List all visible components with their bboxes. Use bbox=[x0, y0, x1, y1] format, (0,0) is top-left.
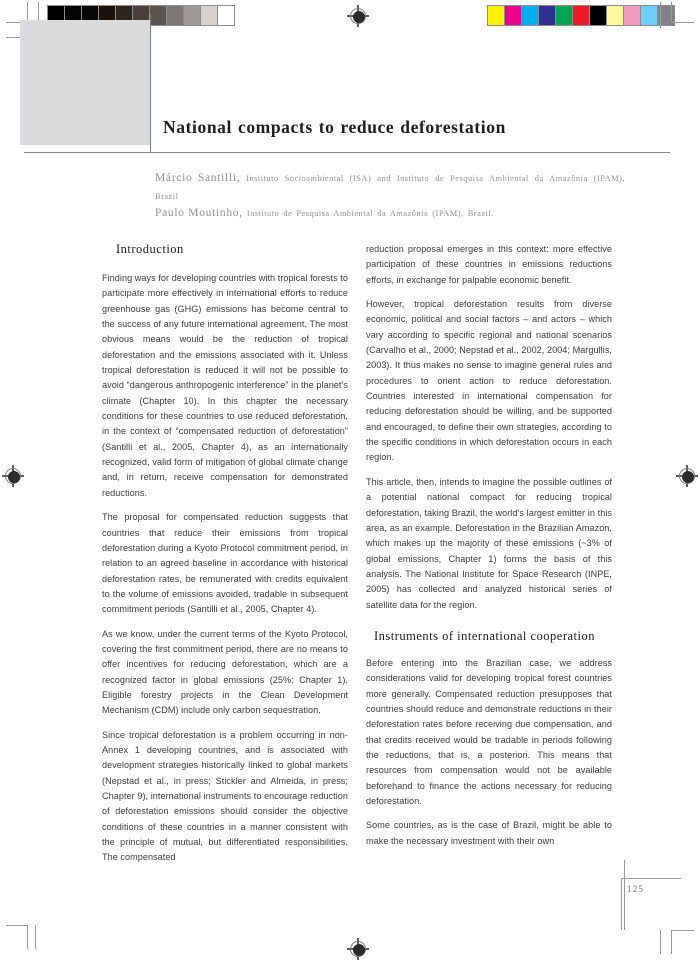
paragraph: Before entering into the Brazilian case, we address considerations valid for developing tropical forest countries more generally. Compensated reduction presupposes that countries should reduce and demonstrate reductions in their deforestation rates before receiving due compensation, and that credits received would be tradable in periods following the reductions, that is, a posteriori. This means that resources from compensation would not be available beforehand to finance the actions necessary for reducing deforestation. bbox=[366, 657, 612, 806]
calibration-swatch-8 bbox=[624, 6, 641, 25]
calibration-swatch-7 bbox=[167, 6, 184, 25]
paragraph: Some countries, as is the case of Brazil, might be able to make the necessary investment with their own bbox=[366, 820, 612, 846]
folio-rule-vertical bbox=[621, 878, 622, 930]
author-affiliation: Instituto Socioambiental (ISA) and Instituto de Pesquisa Ambiental da Amazônia (IPAM), Brazil bbox=[155, 174, 625, 201]
calibration-swatch-5 bbox=[573, 6, 590, 25]
author-affiliation: Instituto de Pesquisa Ambiental da Amazônia (IPAM), Brazil. bbox=[246, 209, 494, 218]
crop-mark-top-right-v bbox=[671, 2, 672, 23]
chapter-title-block bbox=[20, 20, 150, 145]
title-rule-horizontal bbox=[24, 152, 670, 153]
reg-inner-dot bbox=[353, 944, 365, 956]
calibration-swatch-2 bbox=[522, 6, 539, 25]
color-calibration-strip bbox=[487, 5, 675, 26]
crop-mark-bottom-right-v bbox=[671, 930, 672, 954]
crop-mark-bottom-left-v bbox=[27, 925, 28, 949]
reg-inner-dot bbox=[353, 11, 365, 23]
registration-target-left bbox=[2, 465, 24, 487]
crop-mark-bottom-right-bleed bbox=[660, 930, 661, 954]
calibration-swatch-7 bbox=[607, 6, 624, 25]
calibration-swatch-0 bbox=[488, 6, 505, 25]
crop-mark-top-right-h bbox=[672, 22, 694, 23]
crop-mark-bottom-left-bleed bbox=[35, 925, 36, 949]
paragraph: Finding ways for developing countries with tropical forests to participate more effectively in international efforts to reduce greenhouse gas (GHG) emissions has become central to the success of any future international agreement. The most obvious means would be the reduction of tropical deforestation and the emissions associated with it. Unless tropical deforestation is reduced it will not be possible to avoid “dangerous anthropogenic interference” in the planet’s climate (Chapter 10). In this chapter the necessary conditions for these countries to use reduced deforestation, in the context of “compensated reduction of deforestation” (Santilli et al., 2005, Chapter 4), as an internationally recognized, valid form of mitigation of global climate change and, in return, receive compensation for demonstrated reductions. bbox=[102, 273, 348, 498]
author-entry bbox=[155, 203, 625, 221]
paragraph: reduction proposal emerges in this context: more effective participation of these countries in emissions reductions efforts, in exchange for palpable economic benefit. bbox=[366, 244, 612, 285]
body-column-left bbox=[102, 242, 348, 875]
page-number: 125 bbox=[627, 884, 645, 894]
author-name: Paulo Moutinho, bbox=[155, 207, 243, 219]
paragraph: The proposal for compensated reduction suggests that countries that reduce their emissions from tropical deforestation during a Kyoto Protocol commitment period, in relation to an agreed baseline in accordance with historical deforestation rates, be remunerated with credits equivalent to the volume of emissions avoided, tradable in subsequent commitment periods (Santilli et al., 2005, Chapter 4). bbox=[102, 512, 348, 615]
registration-target-top bbox=[347, 5, 369, 27]
folio-rule-horizontal bbox=[621, 878, 681, 879]
calibration-swatch-6 bbox=[590, 6, 607, 25]
paragraph: Since tropical deforestation is a problem occurring in non-Annex 1 developing countries, and is associated with development strategies historically linked to global markets (Nepstad et al., in press; Stickler and Almeida, in press; Chapter 9), international instruments to encourage reduction of deforestation emissions should consider the objective conditions of these countries in a manner consistent with the principle of mutual, but differentiated responsibilities. The compensated bbox=[102, 729, 348, 863]
calibration-swatch-9 bbox=[641, 6, 658, 25]
author-name: Márcio Santilli, bbox=[155, 172, 241, 184]
crop-mark-bottom-right-h bbox=[672, 930, 694, 931]
registration-target-bottom bbox=[347, 938, 369, 960]
reg-inner-dot bbox=[8, 471, 20, 483]
body-column-right bbox=[366, 242, 612, 858]
trim-guide-right-vertical bbox=[624, 860, 625, 930]
calibration-swatch-3 bbox=[539, 6, 556, 25]
paragraph: However, tropical deforestation results from diverse economic, political and social factors – and actors – which vary according to specific regional and national scenarios (Carvalho et al., 2000; Nepstad et al., 2002, 2004; Margullis, 2003). It thus makes no sense to imagine general rules and procedures to orient action to reduce deforestation. Countries interested in international compensation for reducing deforestation should be willing, and be supported and encouraged, to define their own strategies, according to the specific conditions in which deforestation occurs in each region. bbox=[366, 299, 612, 463]
title-rule-vertical bbox=[150, 14, 151, 152]
calibration-swatch-1 bbox=[505, 6, 522, 25]
calibration-swatch-10 bbox=[218, 6, 234, 25]
crop-mark-top-right-bleed bbox=[660, 2, 661, 28]
page-title: National compacts to reduce deforestation bbox=[163, 116, 506, 137]
author-entry bbox=[155, 168, 625, 204]
calibration-swatch-4 bbox=[556, 6, 573, 25]
paragraph: As we know, under the current terms of the Kyoto Protocol, covering the first commitment period, there are no means to offer incentives for reducing deforestation, which are a recognized factor in global emissions (25%; Chapter 1). Eligible forestry projects in the Clean Development Mechanism (CDM) include only carbon sequestration. bbox=[102, 628, 348, 716]
reg-inner-dot bbox=[682, 471, 694, 483]
calibration-swatch-6 bbox=[150, 6, 167, 25]
section-heading-introduction: Introduction bbox=[116, 242, 184, 256]
section-heading-instruments: Instruments of international cooperation bbox=[374, 628, 595, 643]
calibration-swatch-8 bbox=[184, 6, 201, 25]
crop-mark-bottom-left-h bbox=[6, 925, 28, 926]
registration-target-right bbox=[676, 465, 698, 487]
calibration-swatch-9 bbox=[201, 6, 218, 25]
paragraph: This article, then, intends to imagine the possible outlines of a potential national compact for reducing tropical deforestation, taking Brazil, the world’s largest emitter in this area, as an example. Deforestation in the Brazilian Amazon, which makes up the majority of these emissions (~3% of global emissions, Chapter 1) forms the basis of this analysis. The National Institute for Space Research (INPE, 2005) has collected and analyzed historical series of satellite data for the region. bbox=[366, 476, 612, 610]
